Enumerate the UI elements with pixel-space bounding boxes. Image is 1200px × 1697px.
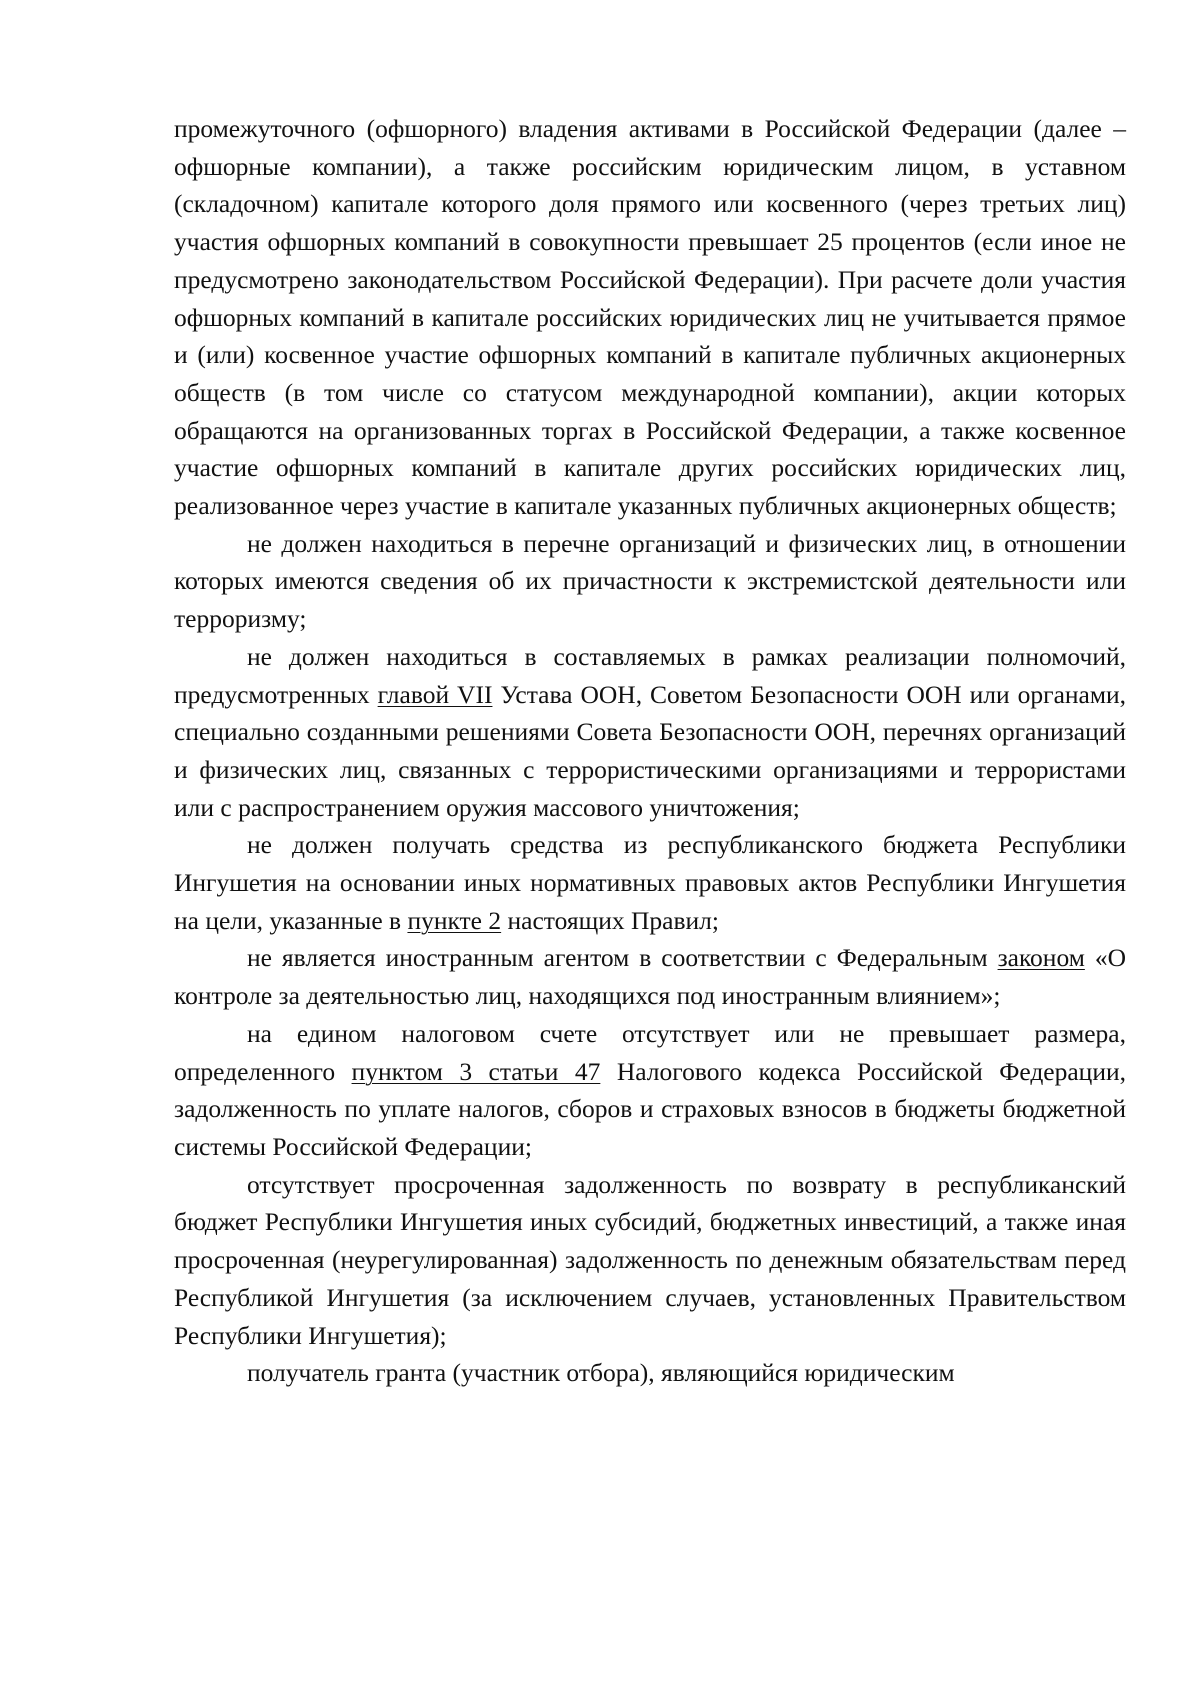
link-federal-law[interactable]: законом <box>997 943 1085 973</box>
link-tax-code-article-47[interactable]: пунктом 3 статьи 47 <box>351 1056 601 1086</box>
paragraph-text: не должен находиться в перечне организаций и физических лиц, в отношении которых имеются сведения об их причастности к экстремистской деятельности или терроризму; <box>174 528 1126 634</box>
link-chapter-vii[interactable]: главой VII <box>377 679 493 709</box>
link-clause-2[interactable]: пункте 2 <box>407 905 502 935</box>
paragraph-p2 <box>174 525 1126 638</box>
paragraph-p4 <box>174 826 1126 939</box>
paragraph-p7 <box>174 1166 1126 1355</box>
paragraph-text: настоящих Правил; <box>501 905 719 935</box>
paragraph-p3 <box>174 638 1126 827</box>
document-page <box>174 110 1126 1392</box>
paragraph-p1 <box>174 110 1126 525</box>
paragraph-p5 <box>174 939 1126 1014</box>
paragraph-text: на едином налоговом счете отсутствует или не превышает размера, определенного <box>174 1018 1126 1086</box>
paragraph-text: Налогового кодекса Российской Федерации, задолженность по уплате налогов, сборов и страховых взносов в бюджеты бюджетной системы Российской Федерации; <box>174 1056 1126 1161</box>
paragraph-text: промежуточного (офшорного) владения активами в Российской Федерации (далее – офшорные компании), а также российским юридическим лицом, в уставном (складочном) капитале которого доля прямого или косвенного (через третьих лиц) участия офшорных компаний в совокупности превышает 25 процентов (если иное не предусмотрено законодательством Российской Федерации). При расчете доли участия офшорных компаний в капитале российских юридических лиц не учитывается прямое и (или) косвенное участие офшорных компаний в капитале публичных акционерных обществ (в том числе со статусом международной компании), акции которых обращаются на организованных торгах в Российской Федерации, а также косвенное участие офшорных компаний в капитале других российских юридических лиц, реализованное через участие в капитале указанных публичных акционерных обществ; <box>174 114 1126 521</box>
paragraph-text: не является иностранным агентом в соответствии с Федеральным <box>247 943 998 973</box>
paragraph-text: получатель гранта (участник отбора), являющийся юридическим <box>247 1358 955 1388</box>
paragraph-text: «О контроле за деятельностью лиц, находящихся под иностранным влиянием»; <box>174 943 1126 1011</box>
paragraph-text: не должен получать средства из республиканского бюджета Республики Ингушетия на основании иных нормативных правовых актов Республики Ингушетия на цели, указанные в <box>174 830 1126 935</box>
paragraph-text: не должен находиться в составляемых в рамках реализации полномочий, предусмотренных <box>174 641 1126 709</box>
paragraph-text: отсутствует просроченная задолженность по возврату в республиканский бюджет Республики Ингушетия иных субсидий, бюджетных инвестиций, а также иная просроченная (неурегулированная) задолженность по денежным обязательствам перед Республикой Ингушетия (за исключением случаев, установленных Правительством Республики Ингушетия); <box>174 1169 1126 1350</box>
paragraph-p6 <box>174 1015 1126 1166</box>
paragraph-text: Устава ООН, Советом Безопасности ООН или органами, специально созданными решениями Совета Безопасности ООН, перечнях организаций и физических лиц, связанных с террористическими организациями и террористами или с распространением оружия массового уничтожения; <box>174 679 1127 822</box>
paragraph-p8 <box>174 1354 1126 1392</box>
